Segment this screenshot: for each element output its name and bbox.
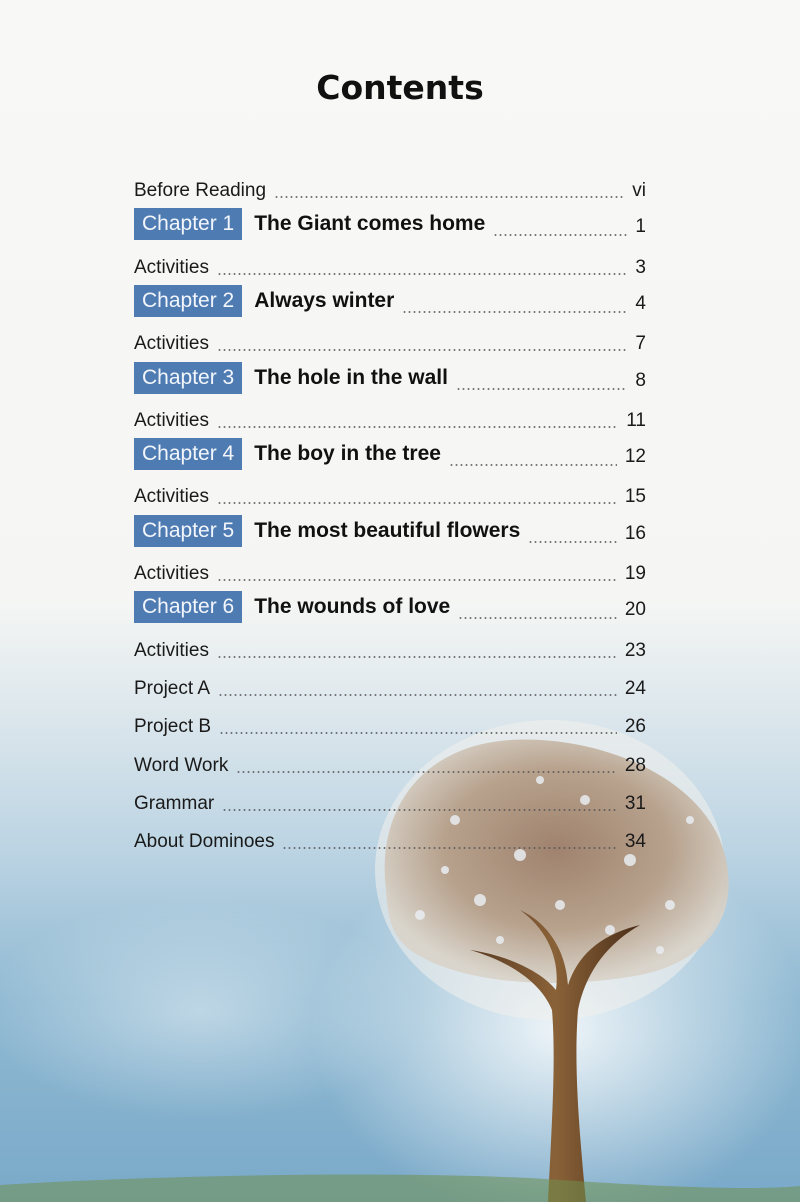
- page-number: 4: [635, 293, 646, 314]
- toc-entry-label: Before Reading: [134, 180, 267, 201]
- chapter-tag: Chapter 4: [134, 438, 242, 470]
- toc-entry-label: Project A: [134, 678, 211, 699]
- page-number: 1: [635, 216, 646, 237]
- page-number: 26: [624, 716, 646, 737]
- toc-entry: [134, 668, 646, 700]
- page-number: 7: [635, 333, 646, 354]
- chapter-tag: Chapter 1: [134, 208, 242, 240]
- chapter-tag: Chapter 5: [134, 515, 242, 547]
- toc-entry-label: Activities: [134, 563, 209, 584]
- chapter-title: The Giant comes home: [254, 212, 486, 235]
- page-number: 12: [624, 446, 646, 467]
- page-number: 19: [624, 563, 646, 584]
- toc-chapter-entry: [134, 591, 646, 623]
- toc-entry-label: Activities: [134, 486, 209, 507]
- page-number: 16: [624, 523, 646, 544]
- page-number: 3: [635, 257, 646, 278]
- toc-entry: [134, 630, 646, 662]
- toc-entry-label: Project B: [134, 716, 212, 737]
- dot-leader: [282, 847, 616, 849]
- page-number: vi: [632, 180, 646, 201]
- chapter-title: The most beautiful flowers: [254, 519, 521, 542]
- dot-leader: [402, 311, 627, 313]
- toc-entry-label: Activities: [134, 640, 209, 661]
- chapter-tag: Chapter 2: [134, 285, 242, 317]
- page-number: 20: [624, 599, 646, 620]
- dot-leader: [493, 234, 627, 236]
- dot-leader: [222, 809, 617, 811]
- page-number: 34: [624, 831, 646, 852]
- chapter-tag: Chapter 3: [134, 362, 242, 394]
- dot-leader: [274, 196, 624, 198]
- chapter-title: The wounds of love: [254, 595, 451, 618]
- dot-leader: [217, 579, 617, 581]
- chapter-title: The hole in the wall: [254, 366, 448, 389]
- toc-entry: [134, 247, 646, 279]
- dot-leader: [236, 771, 617, 773]
- dot-leader: [528, 541, 617, 543]
- page-number: 28: [624, 755, 646, 776]
- chapter-tag: Chapter 6: [134, 591, 242, 623]
- toc-entry: [134, 400, 646, 432]
- dot-leader: [217, 349, 627, 351]
- toc-entry-label: About Dominoes: [134, 831, 275, 852]
- toc-chapter-entry: [134, 285, 646, 317]
- page-number: 15: [624, 486, 646, 507]
- toc-entry-label: Activities: [134, 410, 209, 431]
- toc-entry-label: Activities: [134, 333, 209, 354]
- page-number: 24: [624, 678, 646, 699]
- dot-leader: [217, 656, 617, 658]
- toc-entry: [134, 323, 646, 355]
- toc-entry: [134, 476, 646, 508]
- dot-leader: [217, 273, 627, 275]
- page-number: 23: [624, 640, 646, 661]
- toc-chapter-entry: [134, 438, 646, 470]
- page-title: Contents: [316, 68, 484, 107]
- toc-entry: [134, 706, 646, 738]
- page-number: 31: [624, 793, 646, 814]
- toc-entry: [134, 821, 646, 853]
- page-number: 11: [626, 410, 646, 431]
- toc-entry: [134, 170, 646, 202]
- dot-leader: [456, 388, 628, 390]
- toc-entry: [134, 745, 646, 777]
- toc-entry-label: Activities: [134, 257, 209, 278]
- toc-entry: [134, 553, 646, 585]
- toc-chapter-entry: [134, 515, 646, 547]
- toc-entry-label: Grammar: [134, 793, 215, 814]
- toc-entry: [134, 783, 646, 815]
- dot-leader: [217, 502, 617, 504]
- dot-leader: [219, 732, 617, 734]
- page-number: 8: [635, 370, 646, 391]
- dot-leader: [218, 694, 617, 696]
- dot-leader: [217, 426, 618, 428]
- chapter-title: The boy in the tree: [254, 442, 441, 465]
- toc-entry-label: Word Work: [134, 755, 229, 776]
- toc-chapter-entry: [134, 208, 646, 240]
- dot-leader: [458, 617, 617, 619]
- dot-leader: [449, 464, 617, 466]
- toc-chapter-entry: [134, 362, 646, 394]
- chapter-title: Always winter: [254, 289, 395, 312]
